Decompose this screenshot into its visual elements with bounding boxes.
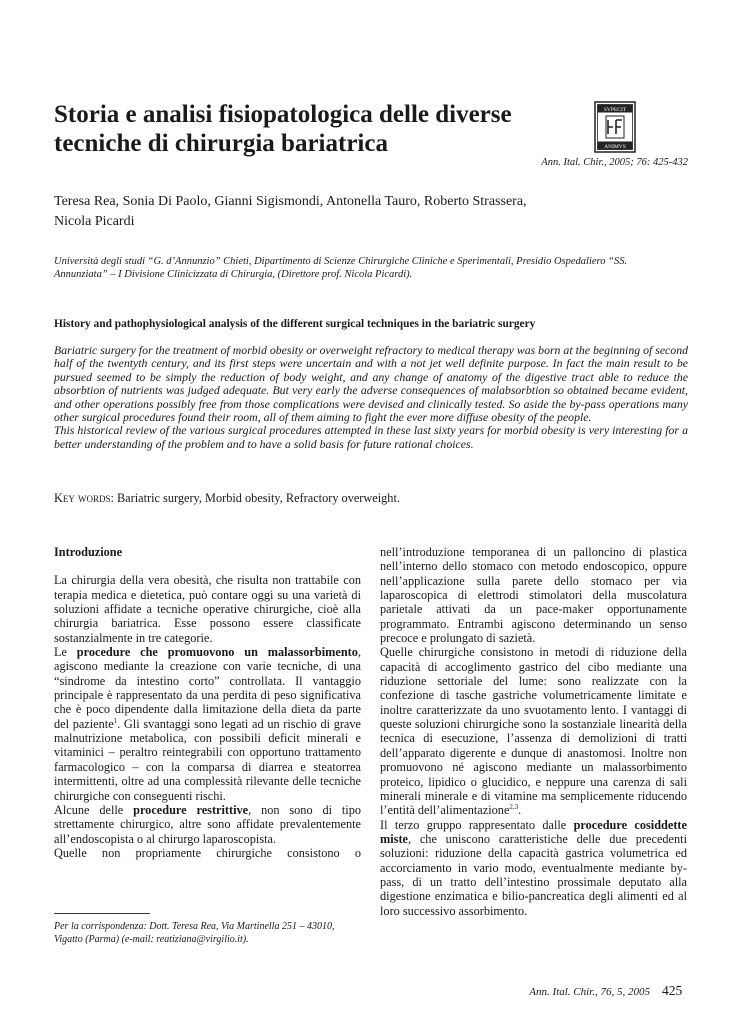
footnote-divider xyxy=(54,913,150,914)
body-paragraph xyxy=(54,645,361,803)
footnote-line-2: Vigatto (Parma) (e-mail: reatiziana@virgilio.it). xyxy=(54,934,249,945)
text-run: Quelle chirurgiche consistono in metodi di riduzione della capacità di accoglimento gastrico del cibo mediante una riduzione settoriale del lume: sono realizzate con la confezione di tasche gastriche volumetricamente limitate e inoltre caratterizzate da uno svuotamento lento. I vantaggi di queste soluzioni chirurgiche sono la sostanziale linearità della tecnica di esecuzione, l’assenza di demolizioni di tratti dell’apparato digerente e dunque di anastomosi. Inoltre non promuovono né agiscono mediante un malassorbimento proteico, lipidico o glucidico, e neppure una carenza di sali minerali minerale e di vitamine ma semplicemente riducendo l’entità dell’alimentazione xyxy=(380,645,687,818)
journal-citation: Ann. Ital. Chir., 2005; 76: 425-432 xyxy=(541,157,688,168)
abstract-body xyxy=(54,344,688,451)
text-run: , che uniscono caratteristiche delle due precedenti soluzioni: riduzione della capacità gastrica volumetrica ed accorciamento in vario modo, eventualmente mediante by-pass, di un tratto dell’intestino prossimale deputato alla digestione enzimatica e bilio-pancreatica degli alimenti ed al loro successivo assorbimento. xyxy=(380,831,687,918)
author-list xyxy=(54,192,654,232)
article-title xyxy=(54,100,534,158)
section-heading: Introduzione xyxy=(54,545,123,559)
body-column-right xyxy=(380,545,687,918)
keywords-label: Key words xyxy=(54,491,111,505)
body-paragraph xyxy=(380,645,687,817)
text-run: , agiscono mediante la creazione con varie tecniche, di una “sindrome da intestino corto” controllata. Il vantaggio principale è rappresentato da una perdita di peso significativa che è poco dipendente dalla limitazione della dieta da parte del paziente xyxy=(54,645,362,731)
affiliation-line-1: Università degli studi “G. d’Annunzio” Chieti, Dipartimento di Scienze Chirurgiche Cliniche e Sperimentali, Presidio Ospedaliero “SS. xyxy=(54,256,628,267)
text-run: . Gli svantaggi sono legati ad un rischio di grave malnutrizione metabolica, con possibili deficit minerali e vitaminici – peraltro reintegrabili con opportuno trattamento farmacologico – con la comparsa di diarrea e steatorrea intermittenti, oltre ad una complessità rilevante delle tecniche chirurgiche con conseguenti rischi. xyxy=(54,716,362,803)
seal-bottom-text: ANIMVS xyxy=(604,144,626,150)
title-line-2: tecniche di chirurgia bariatrica xyxy=(54,130,388,157)
abstract-paragraph-1: Bariatric surgery for the treatment of morbid obesity or overweight refractory to medical therapy was born at the beginning of second half of the twentyth century, and its first steps were uncertain and with a not jet well definite purpose. In fact the main result to be pursued seemed to be simply the reduction of body weight, and any change of anatomy of the digestive tract able to reduce the absorbtion of nutrients was judged adequate. But very early the adverse consequences of malabsorbtion so obtained became evident, and other operations possibly free from those complications were devised and clinically tested. So aside the by-pass operations many other surgical procedures found their room, all of them aiming to fight the ever more diffuse obesity of the people. xyxy=(54,343,688,425)
keywords-text: : Bariatric surgery, Morbid obesity, Refractory overweight. xyxy=(110,491,400,505)
body-paragraph xyxy=(54,803,361,846)
text-run: , non sono di tipo strettamente chirurgico, altre sono affidate prevalentemente all’endoscopista o al chirurgo laparoscopista. xyxy=(54,802,361,846)
text-run: Alcune delle xyxy=(54,802,134,817)
journal-seal-logo xyxy=(594,101,636,153)
bold-term: procedure cosiddette miste xyxy=(380,817,687,846)
authors-line-1: Teresa Rea, Sonia Di Paolo, Gianni Sigismondi, Antonella Tauro, Roberto Strassera, xyxy=(54,194,527,209)
affiliation-line-2: Annunziata” – I Divisione Clinicizzata di Chirurgia, (Direttore prof. Nicola Picardi). xyxy=(54,269,413,280)
reference-marker: 1 xyxy=(113,716,118,725)
footnote-line-1: Per la corrispondenza: Dott. Teresa Rea, Via Martinella 251 – 43010, xyxy=(54,921,335,932)
body-column-left xyxy=(54,545,361,860)
body-paragraph: La chirurgia della vera obesità, che risulta non trattabile con terapia medica e dietetica, può contare oggi su una varietà di soluzioni affidate a tecniche operative chirurgiche, cioè alla chirurgia bariatrica. Esse possono essere classificate sostanzialmente in tre categorie. xyxy=(54,573,361,645)
title-line-1: Storia e analisi fisiopatologica delle diverse xyxy=(54,101,512,128)
abstract-paragraph-2: This historical review of the various surgical procedures attempted in these last sixty years for morbid obesity is very interesting for a better understanding of the problem and to have a solid basis for future rational choices. xyxy=(54,423,688,451)
affiliation xyxy=(54,255,688,281)
body-paragraph: nell’introduzione temporanea di un palloncino di plastica nell’interno dello stomaco con metodo endoscopico, oppure nell’applicazione sulla parete dello stomaco per via laparoscopica di elettrodi stimolatori della muscolatura parietale attivati da un pace-maker opportunamente programmato. Entrambi agiscono determinando un senso precoce e prolungato di sazietà. xyxy=(380,545,687,646)
text-run: Le xyxy=(54,645,77,660)
seal-top-text: SVPECIT xyxy=(603,107,627,113)
seal-emblem-icon xyxy=(594,101,636,153)
authors-line-2: Nicola Picardi xyxy=(54,214,135,229)
bold-term: procedure restrittive xyxy=(133,802,249,817)
abstract-title: History and pathophysiological analysis of the different surgical techniques in the bariatric surgery xyxy=(54,318,536,330)
page-number: 425 xyxy=(662,983,683,998)
bold-term: procedure che promuovono un malassorbimento xyxy=(76,645,358,660)
body-paragraph: Quelle non propriamente chirurgiche consistono o xyxy=(54,845,361,860)
keywords xyxy=(54,491,688,506)
footer-journal-ref: Ann. Ital. Chir., 76, 5, 2005 xyxy=(529,986,650,998)
text-run: Il terzo gruppo rappresentato dalle xyxy=(380,817,574,832)
correspondence-footnote xyxy=(54,920,364,946)
text-run: . xyxy=(518,803,522,818)
reference-marker: 2,3 xyxy=(509,803,519,812)
body-paragraph xyxy=(380,818,687,918)
